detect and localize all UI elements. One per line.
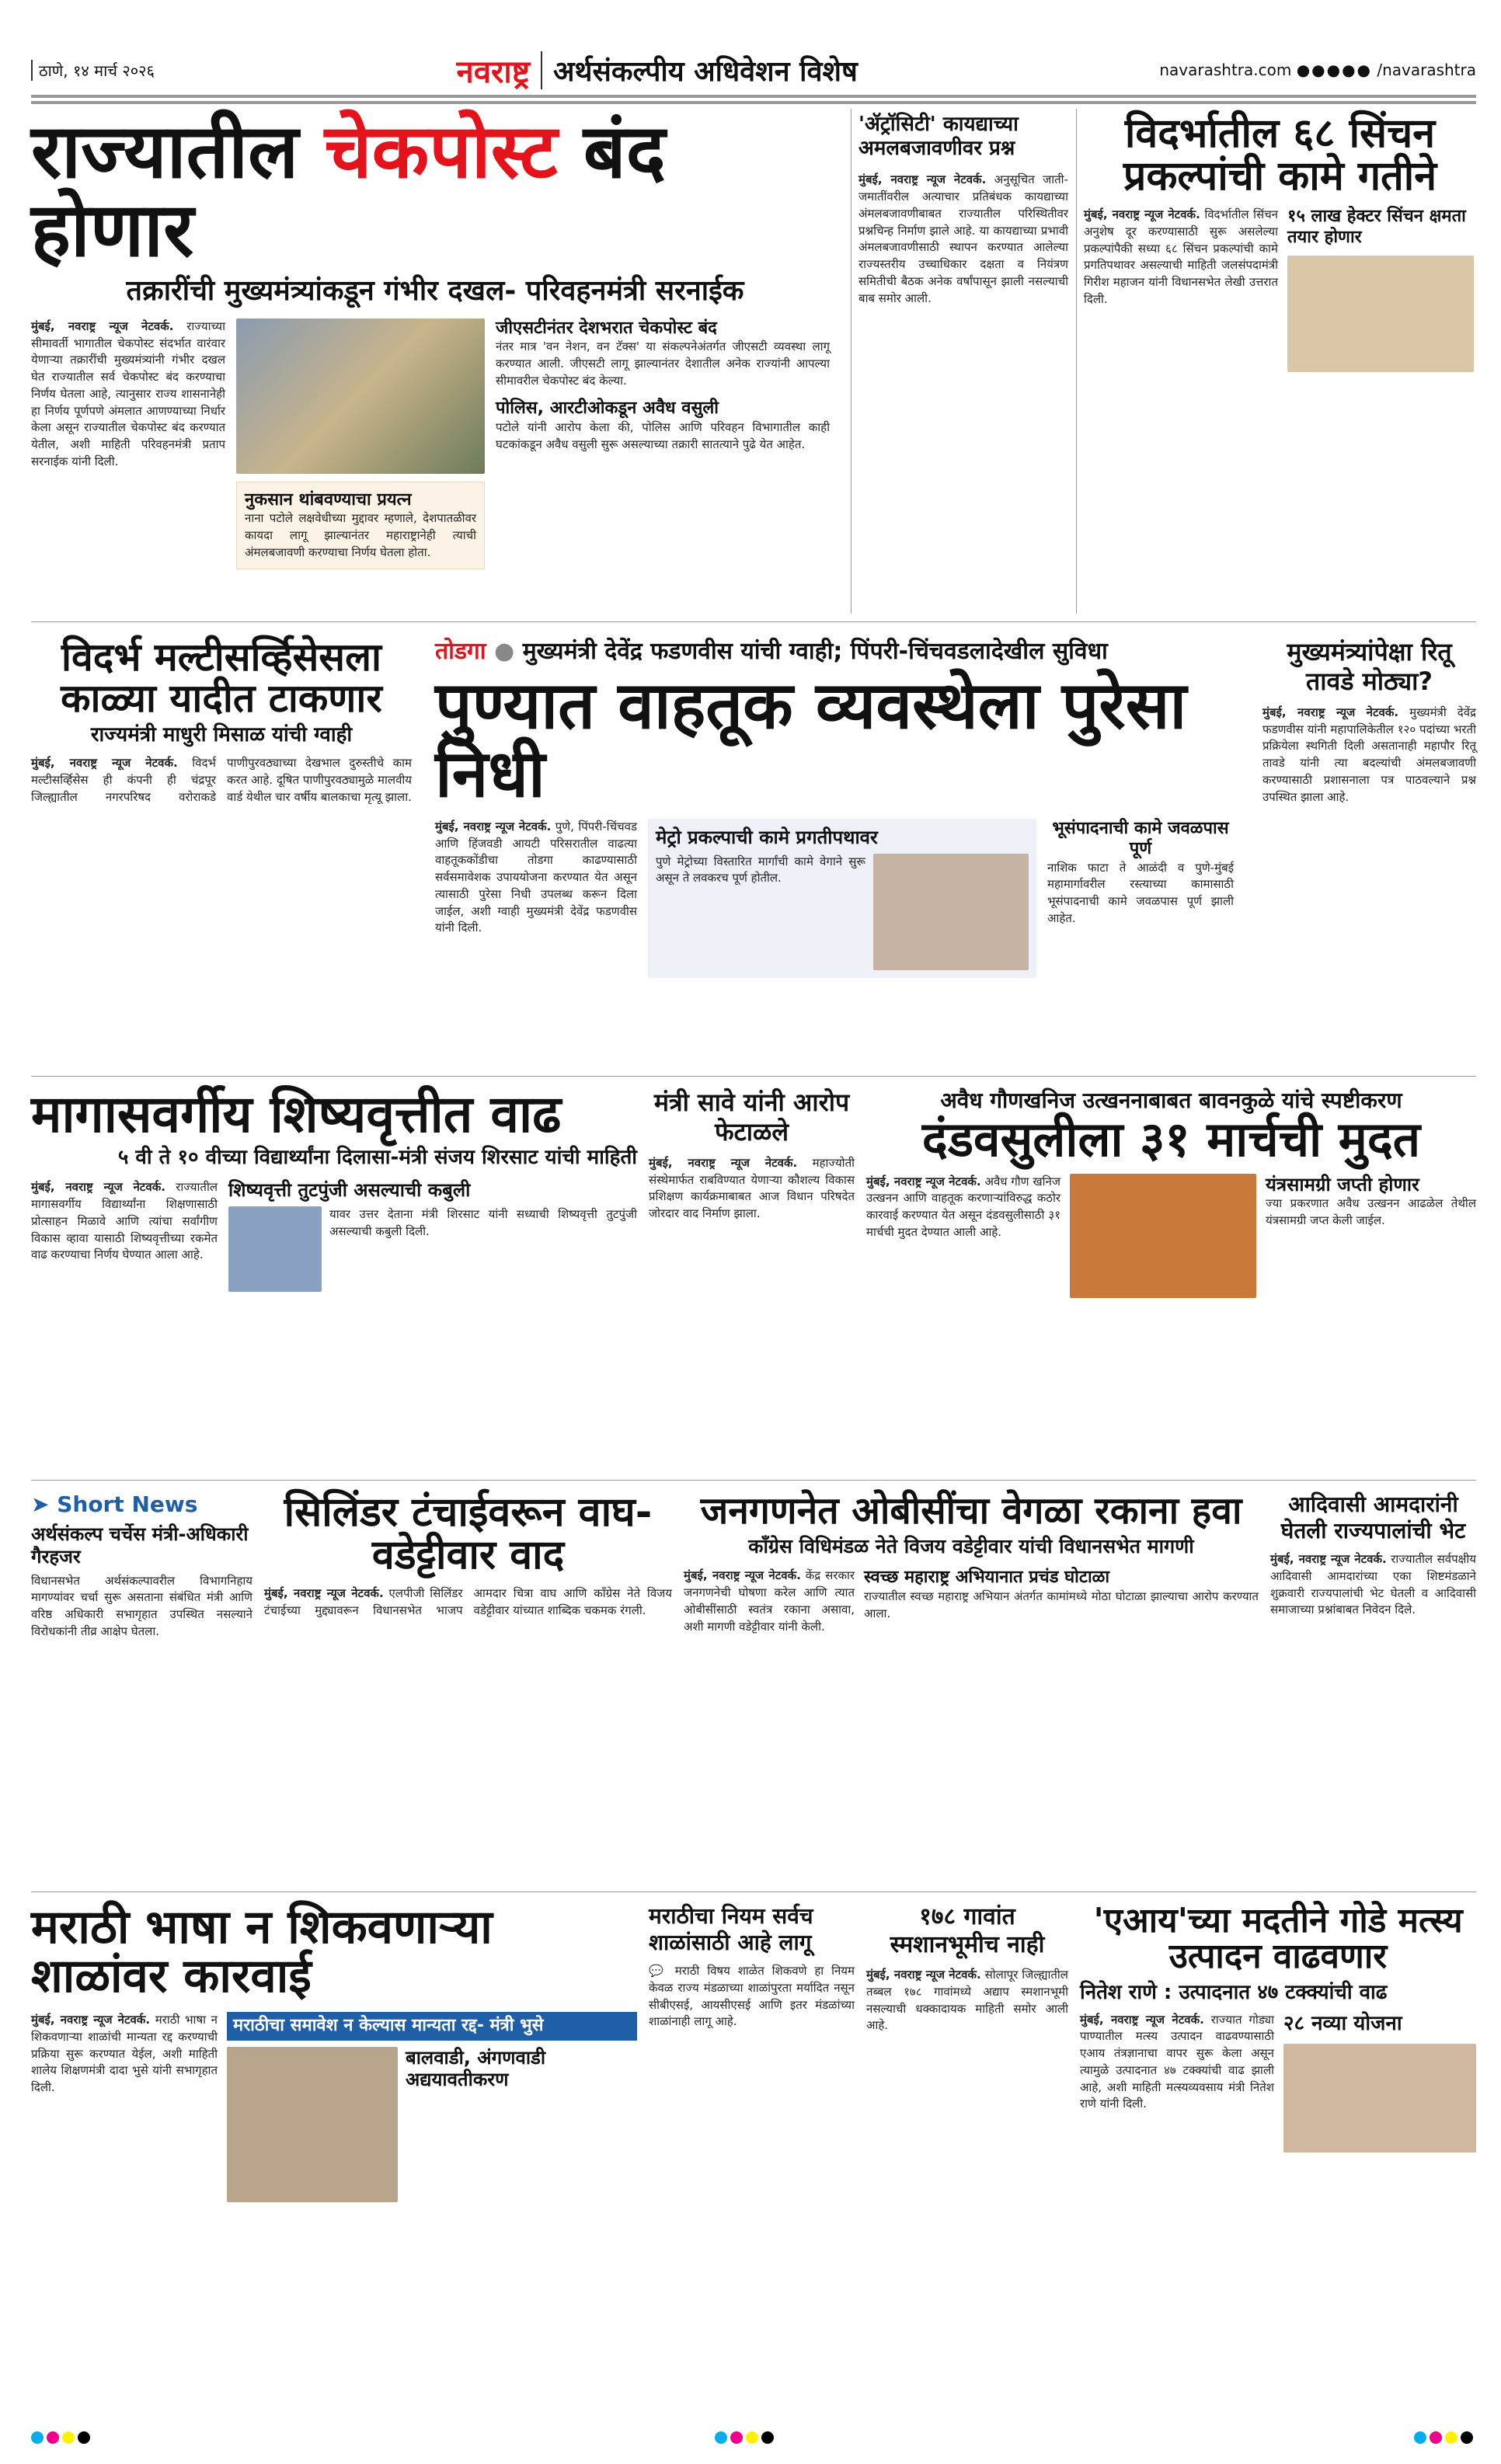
article-checkpost bbox=[31, 108, 839, 569]
article-body bbox=[1270, 1551, 1476, 1619]
headline bbox=[31, 108, 839, 273]
article-atrocity bbox=[858, 113, 1068, 307]
color-registration-marks bbox=[31, 2431, 93, 2447]
banner: मराठीचा समावेश न केल्यास मान्यता रद्द- मंत्री भुसे bbox=[227, 2012, 637, 2041]
headline: आदिवासी आमदारांनी घेतली राज्यपालांची भेट bbox=[1280, 1491, 1466, 1543]
bullet-icon: ● bbox=[494, 638, 515, 665]
headline: 'ॲट्रॉसिटी' कायद्याच्या अमलबजावणीवर प्रश्न bbox=[858, 113, 1019, 161]
body-text: मुख्यमंत्री देवेंद्र फडणवीस यांनी महापालिकेतील १२० पदांच्या भरती प्रक्रियेला स्थगिती दिली असतानाही महापौर रितू तावडे यांनी त्या बदल्यांची अंमलबजावणी करण्यासाठी प्रशासनाला पत्र पाठवल्याने प्रश्न उपस्थित झाला आहे. bbox=[1262, 705, 1476, 804]
article-multiservices bbox=[31, 637, 412, 806]
article-pune-traffic bbox=[435, 637, 1247, 978]
article-scholarship bbox=[31, 1084, 637, 1292]
short-news-icon: ➤ bbox=[31, 1491, 50, 1517]
column-divider bbox=[1076, 109, 1077, 614]
dateline: मुंबई, नवराष्ट्र न्यूज नेटवर्क. bbox=[649, 1155, 798, 1170]
subheadline: १५ लाख हेक्टर सिंचन क्षमता तयार होणार bbox=[1287, 207, 1466, 247]
article-body bbox=[684, 1568, 855, 1635]
article-marathi-rule bbox=[649, 1903, 855, 2031]
section-title: २८ नव्या योजना bbox=[1283, 2011, 1402, 2035]
article-body bbox=[866, 1174, 1060, 1298]
issue-date: ठाणे, १४ मार्च २०२६ bbox=[31, 60, 155, 81]
headline-part: राज्यातील bbox=[31, 108, 299, 195]
article-marathi-schools bbox=[31, 1900, 637, 2202]
article-ritu-tawde bbox=[1262, 637, 1476, 806]
dateline: मुंबई, नवराष्ट्र न्यूज नेटवर्क. bbox=[31, 1180, 165, 1195]
dateline: मुंबई, नवराष्ट्र न्यूज नेटवर्क. bbox=[31, 2013, 151, 2027]
metro-box bbox=[648, 819, 1036, 978]
headline: अर्थसंकल्प चर्चेस मंत्री-अधिकारी गैरहजर bbox=[31, 1523, 249, 1568]
social-icons: ●●●●● bbox=[1296, 61, 1372, 79]
body-text: विदर्भातील सिंचन अनुशेष दूर करण्यासाठी सुरू असलेल्या प्रकल्पांपैकी सध्या ६८ सिंचन प्रकल्पांची कामे प्रगतिपथावर असल्याची माहिती जलसंपदामंत्री गिरीश महाजन यांनी विधानसभेत लेखी उत्तरात दिली. bbox=[1084, 207, 1278, 306]
article-body bbox=[858, 172, 1068, 307]
books-image bbox=[228, 1206, 322, 1292]
color-registration-marks bbox=[715, 2431, 777, 2447]
box-body: राज्यातील स्वच्छ महाराष्ट्र अभियान अंतर्गत कामांमध्ये मोठा घोटाळा झाल्याचा आरोप करण्यात आला. bbox=[864, 1589, 1259, 1620]
box-title: स्वच्छ महाराष्ट्र अभियानात प्रचंड घोटाळा bbox=[864, 1568, 1110, 1588]
subheadline: ५ वी ते १० वीच्या विद्यार्थ्यांना दिलासा-मंत्री संजय शिरसाट यांची माहिती bbox=[117, 1146, 637, 1170]
article-body: विधानसभेत अर्थसंकल्पावरील विभागनिहाय मागण्यांवर चर्चा सुरू असताना संबंधित मंत्री आणि वरिष्ठ अधिकारी सभागृहात उपस्थित नसल्याने विरोधकांनी तीव्र आक्षेप घेतला. bbox=[31, 1573, 252, 1638]
article-body bbox=[31, 318, 225, 570]
dateline: मुंबई, नवराष्ट्र न्यूज नेटवर्क. bbox=[684, 1568, 801, 1583]
article-crematorium bbox=[866, 1903, 1068, 2034]
headline: विदर्भातील ६८ सिंचन प्रकल्पांची कामे गतीने bbox=[1123, 110, 1437, 200]
headline: मराठी भाषा न शिकवणाऱ्या शाळांवर कारवाई bbox=[31, 1900, 493, 2003]
article-ai-fisheries bbox=[1080, 1903, 1476, 2153]
body-text: राज्यातील मागासवर्गीय विद्यार्थ्यांना शिक्षणासाठी प्रोत्साहन मिळावे आणि त्यांचा सर्वांगीण विकास व्हावा यासाठी शिष्यवृत्तीच्या रकमेत वाढ करण्याचा निर्णय घेण्यात आला आहे. bbox=[31, 1180, 218, 1262]
body-text: महाज्योती संस्थेमार्फत राबविण्यात येणाऱ्या कौशल्य विकास प्रशिक्षण कार्यक्रमाबाबत आज विधान परिषदेत जोरदार वाद निर्माण झाला. bbox=[649, 1155, 855, 1221]
row-divider bbox=[31, 1480, 1476, 1481]
article-body bbox=[866, 1967, 1068, 2034]
section-body: नाशिक फाटा ते आळंदी व पुणे-मुंबई महामार्गावरील रस्त्याच्या कामासाठी भूसंपादनाची कामे जवळपास पूर्ण झाली आहेत. bbox=[1047, 860, 1234, 925]
social-handle: /navarashtra bbox=[1377, 61, 1476, 79]
dateline: मुंबई, नवराष्ट्र न्यूज नेटवर्क. bbox=[31, 756, 178, 771]
dateline: मुंबई, नवराष्ट्र न्यूज नेटवर्क. bbox=[435, 819, 552, 834]
article-body bbox=[435, 819, 637, 978]
headline: विदर्भ मल्टीसर्व्हिसेसला काळ्या यादीत टाकणार bbox=[61, 635, 382, 721]
fadnavis-photo bbox=[873, 854, 1029, 970]
masthead bbox=[31, 47, 1476, 93]
section-title: भूसंपादनाची कामे जवळपास पूर्ण bbox=[1052, 818, 1229, 859]
body-text: मराठी भाषा न शिकवणाऱ्या शाळांची मान्यता रद्द करण्याची प्रक्रिया सुरू करण्यात येईल, अशी माहिती शालेय शिक्षणमंत्री दादा भुसे यांनी सभागृहात दिली. bbox=[31, 2013, 218, 2094]
headline: पुण्यात वाहतूक व्यवस्थेला पुरेसा निधी bbox=[435, 666, 1187, 812]
kicker: अवैध गौणखनिज उत्खननाबाबत बावनकुळे यांचे स्पष्टीकरण bbox=[940, 1088, 1402, 1113]
header-rule bbox=[31, 95, 1476, 104]
article-save bbox=[649, 1088, 855, 1223]
article-mining-fine bbox=[866, 1088, 1476, 1298]
article-irrigation bbox=[1084, 110, 1476, 372]
headline: दंडवसुलीला ३१ मार्चची मुदत bbox=[921, 1110, 1421, 1168]
section-body: ज्या प्रकरणात अवैध उत्खनन आढळेल तेथील यंत्रसामग्री जप्त केली जाईल. bbox=[1266, 1196, 1476, 1228]
kicker: मुख्यमंत्री देवेंद्र फडणवीस यांची ग्वाही; पिंपरी-चिंचवडलादेखील सुविधा bbox=[522, 638, 1108, 665]
trucks-photo bbox=[236, 318, 485, 474]
section-title: पोलिस, आरटीओकडून अवैध वसुली bbox=[496, 398, 719, 419]
article-body bbox=[31, 1179, 218, 1292]
headline-part: बंद होणार bbox=[31, 108, 666, 273]
headline: सिलिंडर टंचाईवरून वाघ-वडेट्टीवार वाद bbox=[284, 1489, 653, 1578]
dateline: मुंबई, नवराष्ट्र न्यूज नेटवर्क. bbox=[1270, 1552, 1387, 1567]
box-title: शिष्यवृत्ती तुटपुंजी असल्याची कबुली bbox=[228, 1179, 471, 1202]
article-body bbox=[31, 755, 412, 806]
body-text: राज्यात गोड्या पाण्यातील मत्स्य उत्पादन वाढवण्यासाठी एआय तंत्रज्ञानाचा वापर सुरू केला असून त्यामुळे उत्पादनात ४७ टक्क्यांची वाढ झाली आहे, अशी माहिती मत्स्यव्यवसाय मंत्री नितेश राणे यांनी दिली. bbox=[1080, 2012, 1274, 2111]
body-text: अवैध गौण खनिज उत्खनन आणि वाहतूक करणाऱ्यांविरुद्ध कठोर कारवाई करण्यात येत असून दंडवसुलीसाठी ३१ मार्चची मुदत देण्यात आली आहे. bbox=[866, 1174, 1060, 1239]
body-text: एलपीजी सिलिंडर टंचाईच्या मुद्द्यावरून विधानसभेत भाजप आमदार चित्रा वाघ आणि काँग्रेस नेते विजय वडेट्टीवार यांच्यात शाब्दिक चकमक रंगली. bbox=[264, 1586, 672, 1617]
headline: जनगणनेत ओबीसींचा वेगळा रकाना हवा bbox=[700, 1489, 1242, 1533]
article-body bbox=[649, 1963, 855, 2031]
dateline: मुंबई, नवराष्ट्र न्यूज नेटवर्क. bbox=[858, 172, 987, 187]
body-text: पुणे, पिंपरी-चिंचवड आणि हिंजवडी आयटी परिसरातील वाढत्या वाहतूककोंडीचा तोडगा काढण्यासाठी सर्वसमावेशक उपाययोजना करण्यात येत असून त्यासाठी पुरेसा निधी उपलब्ध करून दिला जाईल, अशी ग्वाही मुख्यमंत्री देवेंद्र फडणवीस यांनी दिली. bbox=[435, 819, 637, 935]
site-link[interactable] bbox=[1159, 61, 1476, 79]
dateline: मुंबई, नवराष्ट्र न्यूज नेटवर्क. bbox=[1080, 2012, 1204, 2027]
headline: मंत्री सावे यांनी आरोप फेटाळले bbox=[653, 1088, 850, 1147]
dateline: मुंबई, नवराष्ट्र न्यूज नेटवर्क. bbox=[866, 1968, 981, 1982]
article-body bbox=[1080, 2012, 1274, 2153]
body-text: राज्याच्या सीमावर्ती भागातील चेकपोस्ट संदर्भात वारंवार येणाऱ्या तक्रारींची मुख्यमंत्र्यांनी गंभीर दखल घेत राज्यातील सर्व चेकपोस्ट बंद करण्याचा निर्णय घेतला आहे, त्यानुसार राज्य शासनानेही हा निर्णय पूर्णपणे अंमलात आणण्याच्या निर्धार केला असून राज्यातील चेकपोस्ट बंद करण्यात येतील, अशी माहिती परिवहनमंत्री प्रताप सरनाईक यांनी दिली. bbox=[31, 318, 225, 468]
masthead-center bbox=[457, 49, 858, 92]
article-cylinder bbox=[264, 1491, 672, 1620]
article-obc-census bbox=[684, 1491, 1259, 1635]
section-title: अर्थसंकल्पीय अधिवेशन विशेष bbox=[541, 51, 858, 89]
section-title: यंत्रसामग्री जप्ती होणार bbox=[1266, 1173, 1419, 1195]
box-body: नाना पटोले लक्षवेधीच्या मुद्दावर म्हणाले, देशपातळीवर कायदा लागू झाल्यानंतर महाराष्ट्रानेही त्याची अंमलबजावणी करण्याचा निर्णय घेतला होता. bbox=[245, 511, 476, 559]
chat-icon: 💬 bbox=[649, 1964, 667, 1979]
headline: मागासवर्गीय शिष्यवृत्तीत वाढ bbox=[31, 1084, 562, 1144]
article-body bbox=[31, 2012, 218, 2202]
body-text: अनुसूचित जाती-जमातींवरील अत्याचार प्रतिबंधक कायद्याच्या अंमलबजावणीबाबत राज्यातील परिस्थितीवर प्रश्नचिन्ह निर्माण झाले आहे. या कायद्याच्या प्रभावी अंमलबजावणीसाठी स्थापन करण्यात आलेल्या राज्यस्तरीय उच्चाधिकार दक्षता व नियंत्रण समितीची बैठक अनेक वर्षांपासून झाली नसल्याची बाब समोर आली. bbox=[858, 172, 1068, 305]
article-tribal-mlas bbox=[1270, 1491, 1476, 1619]
dateline: मुंबई, नवराष्ट्र न्यूज नेटवर्क. bbox=[264, 1586, 384, 1601]
body-text: केंद्र सरकार जनगणनेची घोषणा करेल आणि त्यात ओबीसींसाठी स्वतंत्र रकाना असावा, अशी मागणी वडेट्टीवार यांनी केली. bbox=[684, 1568, 855, 1634]
mining-photo bbox=[1070, 1174, 1256, 1298]
subheadline: नितेश राणे : उत्पादनात ४७ टक्क्यांची वाढ bbox=[1080, 1981, 1388, 2005]
article-body bbox=[264, 1585, 672, 1620]
dateline: मुंबई, नवराष्ट्र न्यूज नेटवर्क. bbox=[1084, 207, 1200, 222]
row-divider bbox=[31, 1076, 1476, 1077]
tag-label: तोडगा bbox=[435, 638, 486, 665]
short-news bbox=[31, 1491, 252, 1641]
box-title: मेट्रो प्रकल्पाची कामे प्रगतीपथावर bbox=[656, 826, 878, 848]
box-body: पुणे मेट्रोच्या विस्तारित मार्गांची कामे वेगाने सुरू असून ते लवकरच पूर्ण होतील. bbox=[656, 854, 865, 886]
minister-photo bbox=[1287, 256, 1474, 372]
dateline: मुंबई, नवराष्ट्र न्यूज नेटवर्क. bbox=[866, 1174, 981, 1188]
section-body: नंतर मात्र 'वन नेशन, वन टॅक्स' या संकल्पनेअंतर्गत जीएसटी व्यवस्था लागू करण्यात आली. जीएसटी लागू झाल्यानंतर देशातील अनेक राज्यांनी आपल्या सीमावरील चेकपोस्ट बंद केल्या. bbox=[496, 339, 830, 388]
section-title: जीएसटीनंतर देशभरात चेकपोस्ट बंद bbox=[496, 318, 717, 338]
subheadline: तक्रारींची मुख्यमंत्र्यांकडून गंभीर दखल- परिवहनमंत्री सरनाईक bbox=[126, 274, 744, 307]
rane-photo bbox=[1283, 2044, 1476, 2153]
box-title: बालवाडी, अंगणवाडी अद्ययावतीकरण bbox=[406, 2046, 546, 2091]
bhuse-photo bbox=[227, 2047, 398, 2202]
row-divider bbox=[31, 621, 1476, 622]
subheadline: काँग्रेस विधिमंडळ नेते विजय वडेट्टीवार यांची विधानसभेत मागणी bbox=[748, 1535, 1194, 1558]
headline: मुख्यमंत्र्यांपेक्षा रितू तावडे मोठ्या? bbox=[1287, 637, 1452, 697]
body-text: राज्यातील सर्वपक्षीय आदिवासी आमदारांच्या एका शिष्टमंडळाने शुक्रवारी राज्यपालांची भेट घेतली व आदिवासी समाजाच्या प्रश्नांबाबत निवेदन दिले. bbox=[1270, 1552, 1476, 1617]
box-title: नुकसान थांबवण्याचा प्रयत्न bbox=[245, 489, 412, 510]
dateline: मुंबई, नवराष्ट्र न्यूज नेटवर्क. bbox=[1262, 705, 1399, 719]
color-registration-marks bbox=[1414, 2431, 1476, 2447]
article-body bbox=[649, 1155, 855, 1223]
article-body bbox=[1084, 207, 1278, 372]
brand-logo: नवराष्ट्र bbox=[456, 54, 531, 90]
body-text: मराठी विषय शाळेत शिकवणे हा नियम केवळ राज्य मंडळाच्या शाळांपुरता मर्यादित नसून सीबीएसई, आयसीएसई आणि इतर मंडळांच्या शाळांनाही लागू आहे. bbox=[649, 1964, 855, 2029]
headline: मराठीचा नियम सर्वच शाळांसाठी आहे लागू bbox=[649, 1903, 813, 1955]
dateline: मुंबई, नवराष्ट्र न्यूज नेटवर्क. bbox=[31, 318, 174, 333]
box-body: यावर उत्तर देताना मंत्री शिरसाट यांनी सध्याची शिष्यवृत्ती तुटपुंजी असल्याची कबुली दिली. bbox=[329, 1207, 637, 1239]
site-url[interactable]: navarashtra.com bbox=[1159, 61, 1292, 79]
body-text: विदर्भ मल्टीसर्व्हिसेस ही कंपनी ही चंद्रपूर जिल्ह्यातील नगरपरिषद वरोराकडे पाणीपुरवठ्याच्या देखभाल दुरुस्तीचे काम करत आहे. दूषित पाणीपुरवठ्यामुळे मालवीय वार्ड येथील चार वर्षीय बालकाचा मृत्यू झाला. bbox=[31, 756, 412, 804]
subheadline: राज्यमंत्री माधुरी मिसाळ यांची ग्वाही bbox=[90, 723, 353, 747]
headline: 'एआय'च्या मदतीने गोडे मत्स्य उत्पादन वाढवणार bbox=[1093, 1901, 1463, 1977]
section-body: पटोले यांनी आरोप केला की, पोलिस आणि परिवहन विभागातील काही घटकांकडून अवैध वसुली सुरू असल्याच्या तक्रारी सातत्याने पुढे येत आहेत. bbox=[496, 419, 830, 451]
info-box bbox=[236, 482, 485, 570]
article-body bbox=[1262, 705, 1476, 806]
headline-highlight: चेकपोस्ट bbox=[324, 108, 558, 195]
headline: १७८ गावांत स्मशानभूमीच नाही bbox=[890, 1903, 1045, 1958]
body-text: सोलापूर जिल्ह्यातील तब्बल १७८ गावांमध्ये अद्याप स्मशानभूमी नसल्याची धक्कादायक माहिती समोर आली आहे. bbox=[866, 1968, 1068, 2033]
short-news-label: Short News bbox=[57, 1491, 198, 1517]
